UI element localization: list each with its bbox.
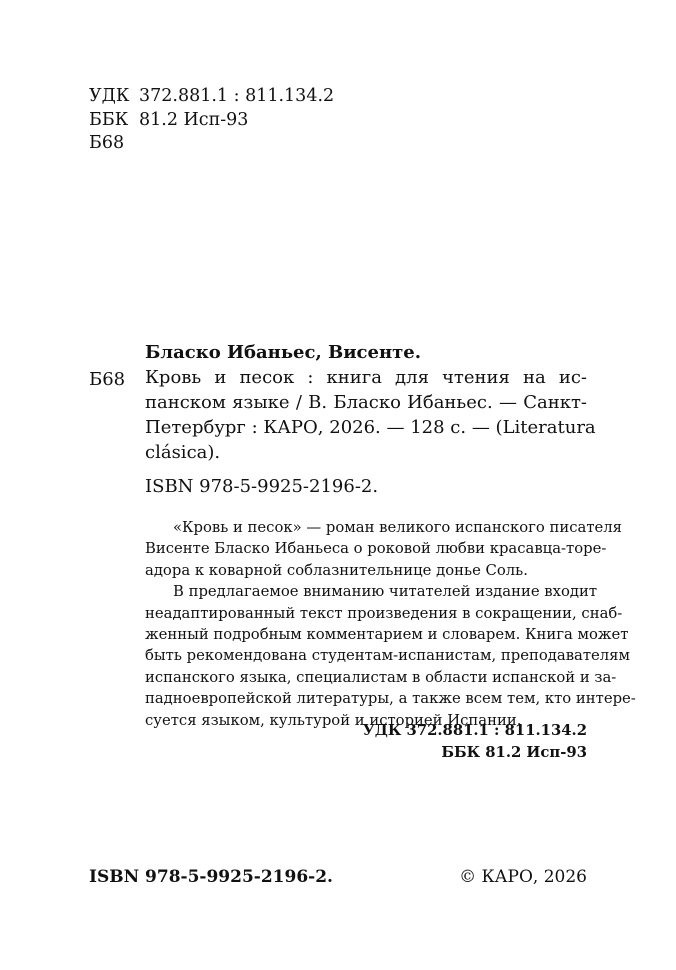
annotation [145, 517, 636, 731]
cutter-code: Б68 [89, 133, 125, 153]
annotation-line: падноевропейской литературы, а также всем тем, кто интере- [145, 690, 636, 708]
udk-row [89, 84, 334, 108]
annotation-line: суется языком, культурой и историей Испании. [145, 711, 522, 729]
annotation-udk: УДК 372.881.1 : 811.134.2 [362, 722, 587, 739]
description-line: Петербург : КАРО, 2026. — 128 с. — (Literatura [145, 417, 596, 438]
description-line: clásica). [145, 442, 221, 463]
description-line: панском языке / В. Бласко Ибаньес. — Санкт- [145, 392, 587, 413]
footer-copyright: © КАРО, 2026 [459, 867, 587, 887]
bbk-label: ББК [89, 110, 129, 130]
annotation-line: женный подробным комментарием и словарем. Книга может [145, 626, 629, 644]
annotation-line: неадаптированный текст произведения в сокращении, снаб- [145, 604, 623, 622]
bbk-row [89, 108, 248, 132]
footer-isbn: ISBN 978-5-9925-2196-2. [89, 867, 333, 887]
annotation-line: быть рекомендована студентам-испанистам, преподавателям [145, 647, 631, 665]
annotation-bbk: ББК 81.2 Исп-93 [441, 744, 587, 761]
card-cutter-code: Б68 [89, 369, 126, 390]
card-isbn: ISBN 978-5-9925-2196-2. [145, 476, 379, 497]
annotation-line: адора к коварной соблазнительнице донье Соль. [145, 561, 528, 579]
udk-value: 372.881.1 : 811.134.2 [139, 86, 335, 106]
annotation-line: испанского языка, специалистам в области испанской и за- [145, 668, 617, 686]
annotation-line: В предлагаемое вниманию читателей издание входит [173, 583, 598, 601]
annotation-line: Висенте Бласко Ибаньеса о роковой любви красавца-торе- [145, 540, 607, 558]
bbk-value: 81.2 Исп-93 [139, 110, 249, 130]
udk-label: УДК [89, 86, 130, 106]
author-heading: Бласко Ибаньес, Висенте. [145, 342, 422, 363]
description-line: Кровь и песок : книга для чтения на ис- [145, 367, 587, 388]
annotation-line: «Кровь и песок» — роман великого испанского писателя [173, 519, 623, 536]
bibliographic-description [145, 365, 596, 465]
